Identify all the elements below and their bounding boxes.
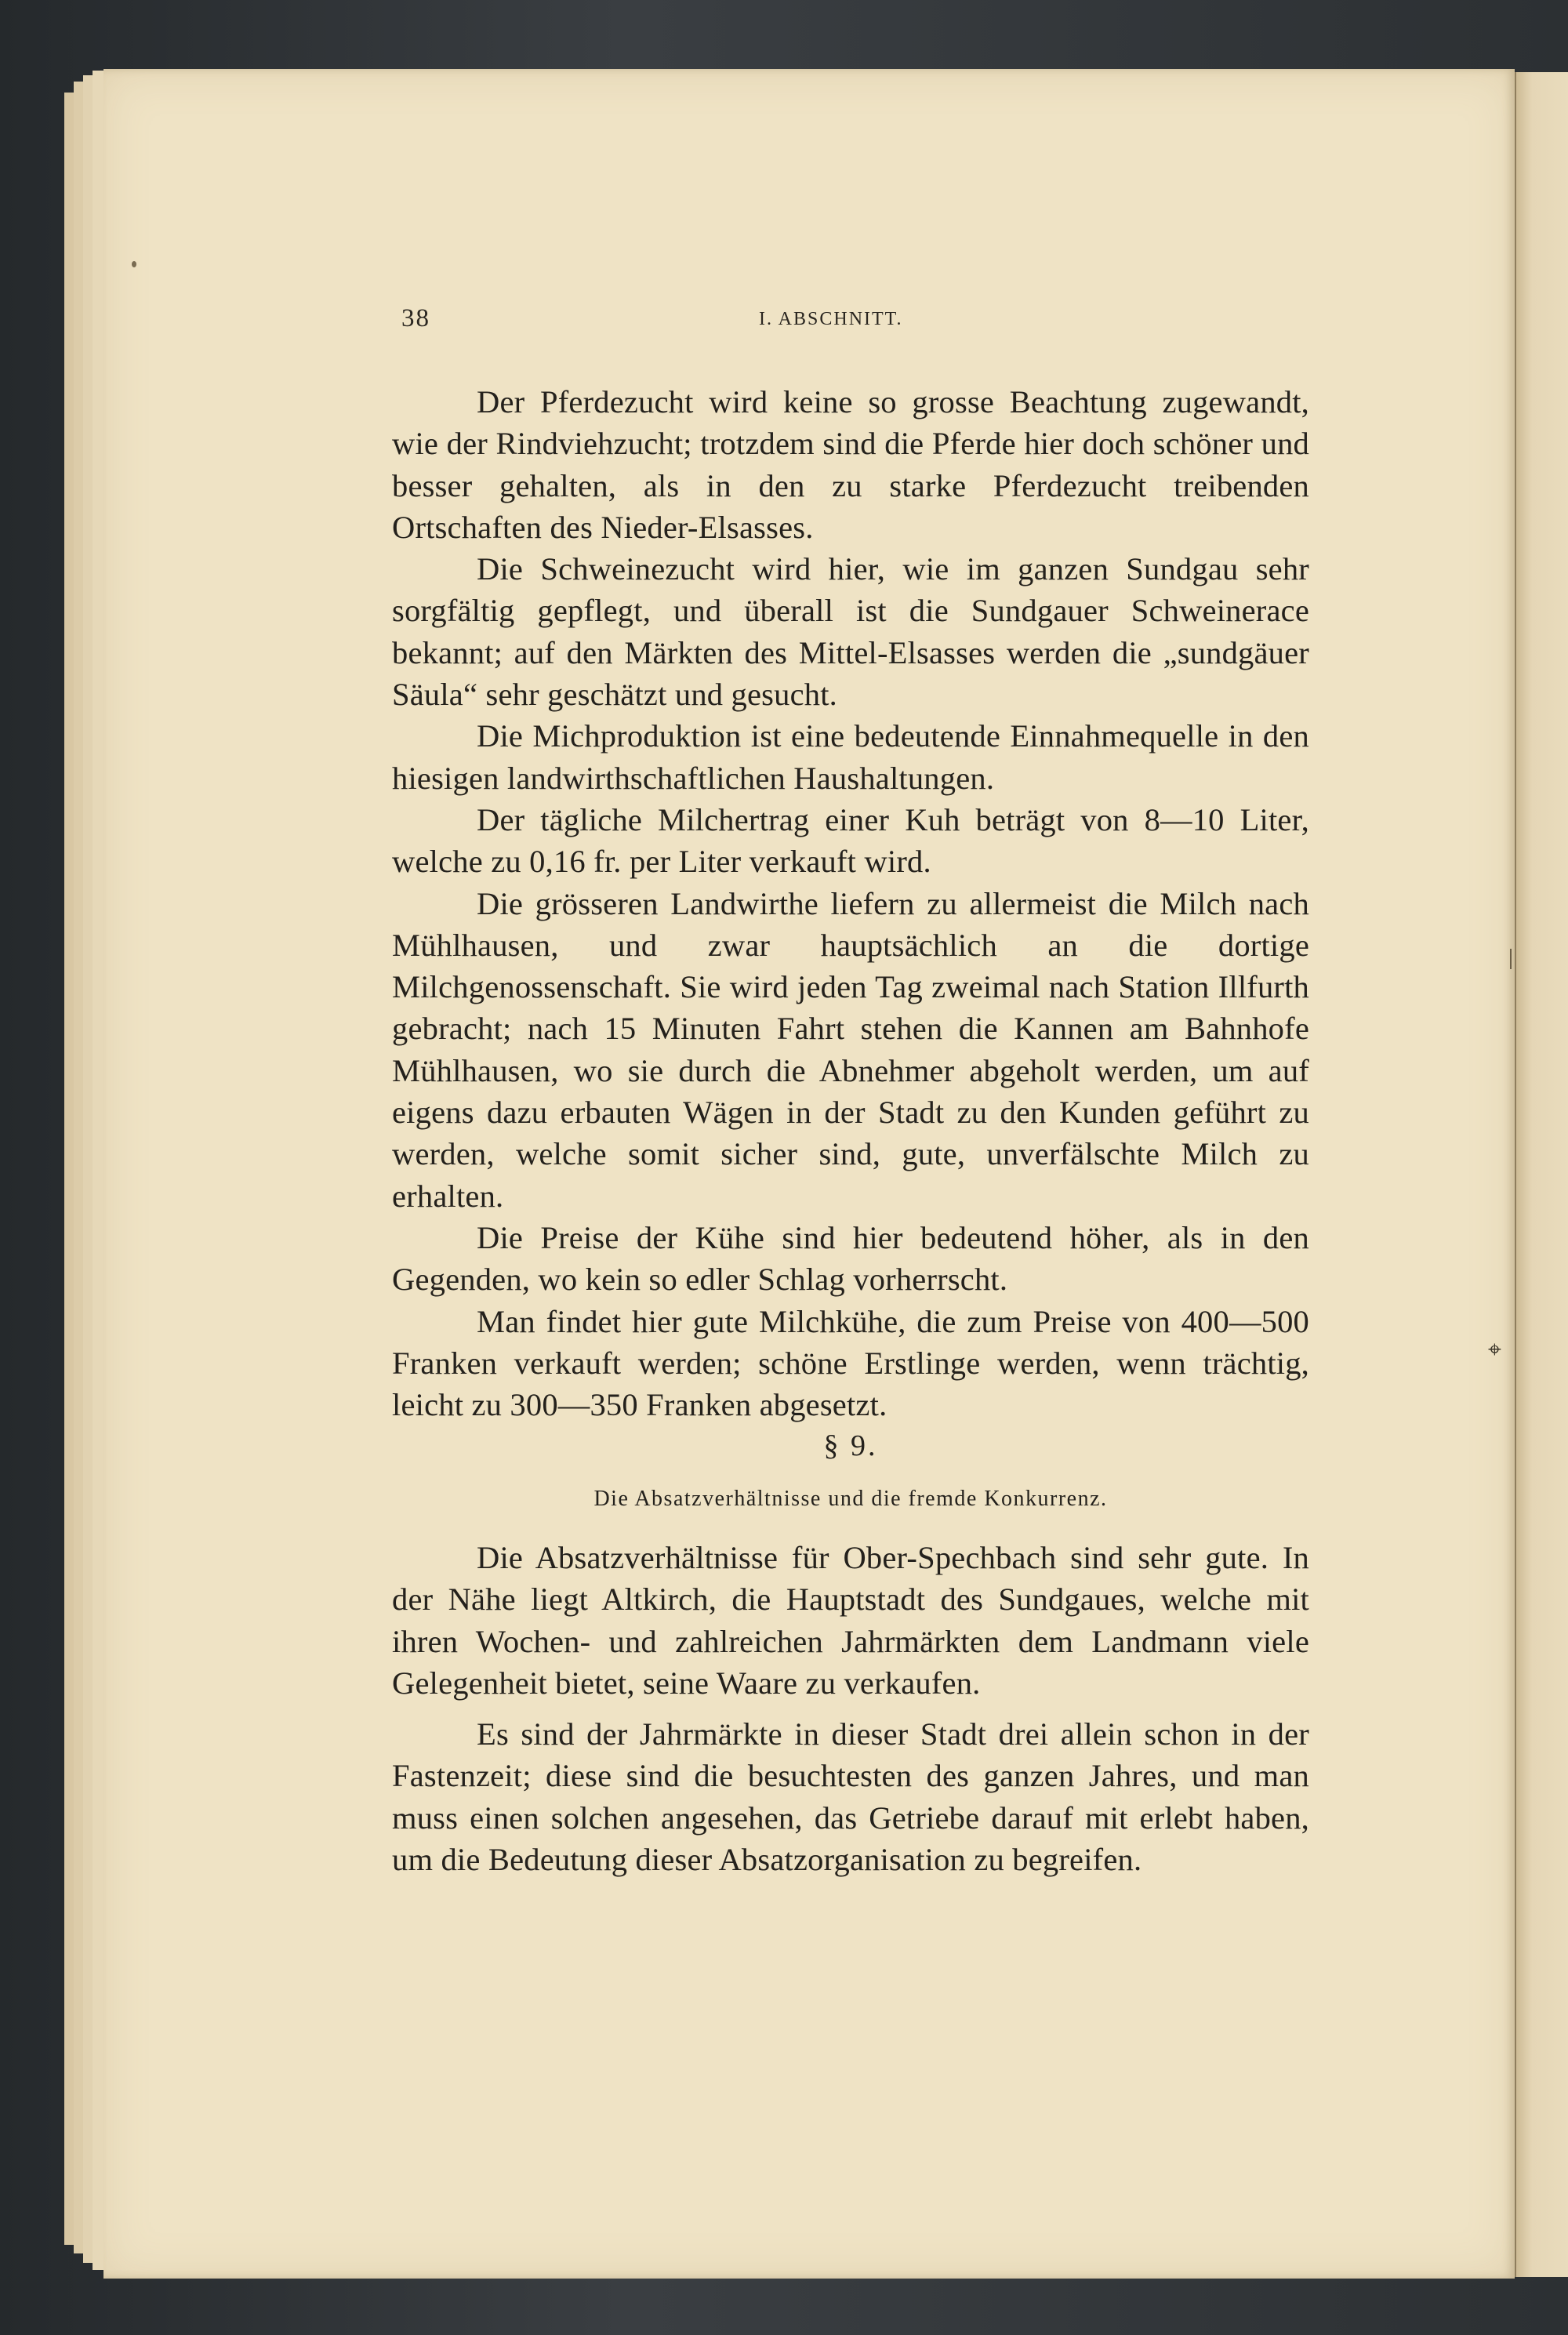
paragraph: Die Schweinezucht wird hier, wie im ganzen Sundgau sehr sorgfältig gepflegt, und überall ist die Sundgauer Schweinerace bekannt; auf den Märkten des Mittel-Elsasses werden die „sundgäuer Säula“ sehr geschätzt und gesucht. (392, 551, 1309, 713)
body-text (392, 381, 1309, 1425)
running-head (392, 304, 1309, 343)
paragraph: Der tägliche Milchertrag einer Kuh beträgt von 8—10 Liter, welche zu 0,16 fr. per Liter verkauft wird. (392, 801, 1309, 880)
facing-page-edge (1515, 72, 1568, 2277)
section-body-text (392, 1537, 1309, 1880)
running-title: I. ABSCHNITT. (759, 309, 903, 329)
paragraph: Man findet hier gute Milchkühe, die zum Preise von 400—500 Franken verkauft werden; schöne Erstlinge werden, wenn trächtig, leicht zu 300—350 Franken abgesetzt. (392, 1303, 1309, 1423)
paragraph: Die grösseren Landwirthe liefern zu allermeist die Milch nach Mühlhausen, und zwar hauptsächlich an die dortige Milchgenossenschaft. Sie wird jeden Tag zweimal nach Station Illfurth gebracht; nach 15 Minuten Fahrt stehen die Kannen am Bahnhofe Mühlhausen, wo sie durch die Abnehmer abgeholt werden, um auf eigens dazu erbauten Wägen in der Stadt zu den Kunden geführt zu werden, welche somit sicher sind, gute, unverfälschte Milch zu erhalten. (392, 885, 1309, 1214)
page-number: 38 (401, 304, 430, 332)
paragraph: Die Michproduktion ist eine bedeutende Einnahmequelle in den hiesigen landwirthschaftlichen Haushaltungen. (392, 718, 1309, 796)
section-title: Die Absatzverhältnisse und die fremde Konkurrenz. (593, 1487, 1108, 1511)
margin-tick (1510, 949, 1512, 969)
paragraph: Der Pferdezucht wird keine so grosse Beachtung zugewandt, wie der Rindviehzucht; trotzdem sind die Pferde hier doch schöner und besser gehalten, als in den zu starke Pferdezucht treibenden Ortschaften des Nieder-Elsasses. (392, 384, 1309, 545)
paper-speck (132, 261, 136, 267)
paragraph: Es sind der Jahrmärkte in dieser Stadt drei allein schon in der Fastenzeit; diese sind die besuchtesten des ganzen Jahres, und man muss einen solchen angesehen, das Getriebe darauf mit erlebt haben, um die Bedeutung dieser Absatzorganisation zu begreifen. (392, 1716, 1309, 1878)
paragraph: Die Preise der Kühe sind hier bedeutend höher, als in den Gegenden, wo kein so edler Schlag vorherrscht. (392, 1219, 1309, 1298)
margin-annotation-icon: ⌖ (1488, 1337, 1501, 1363)
paragraph: Die Absatzverhältnisse für Ober-Spechbach sind sehr gute. In der Nähe liegt Altkirch, die Hauptstadt des Sundgaues, welche mit ihren Wochen- und zahlreichen Jahrmärkten dem Landmann viele Gelegenheit bietet, seine Waare zu verkaufen. (392, 1540, 1309, 1701)
section-number: § 9. (823, 1429, 878, 1462)
